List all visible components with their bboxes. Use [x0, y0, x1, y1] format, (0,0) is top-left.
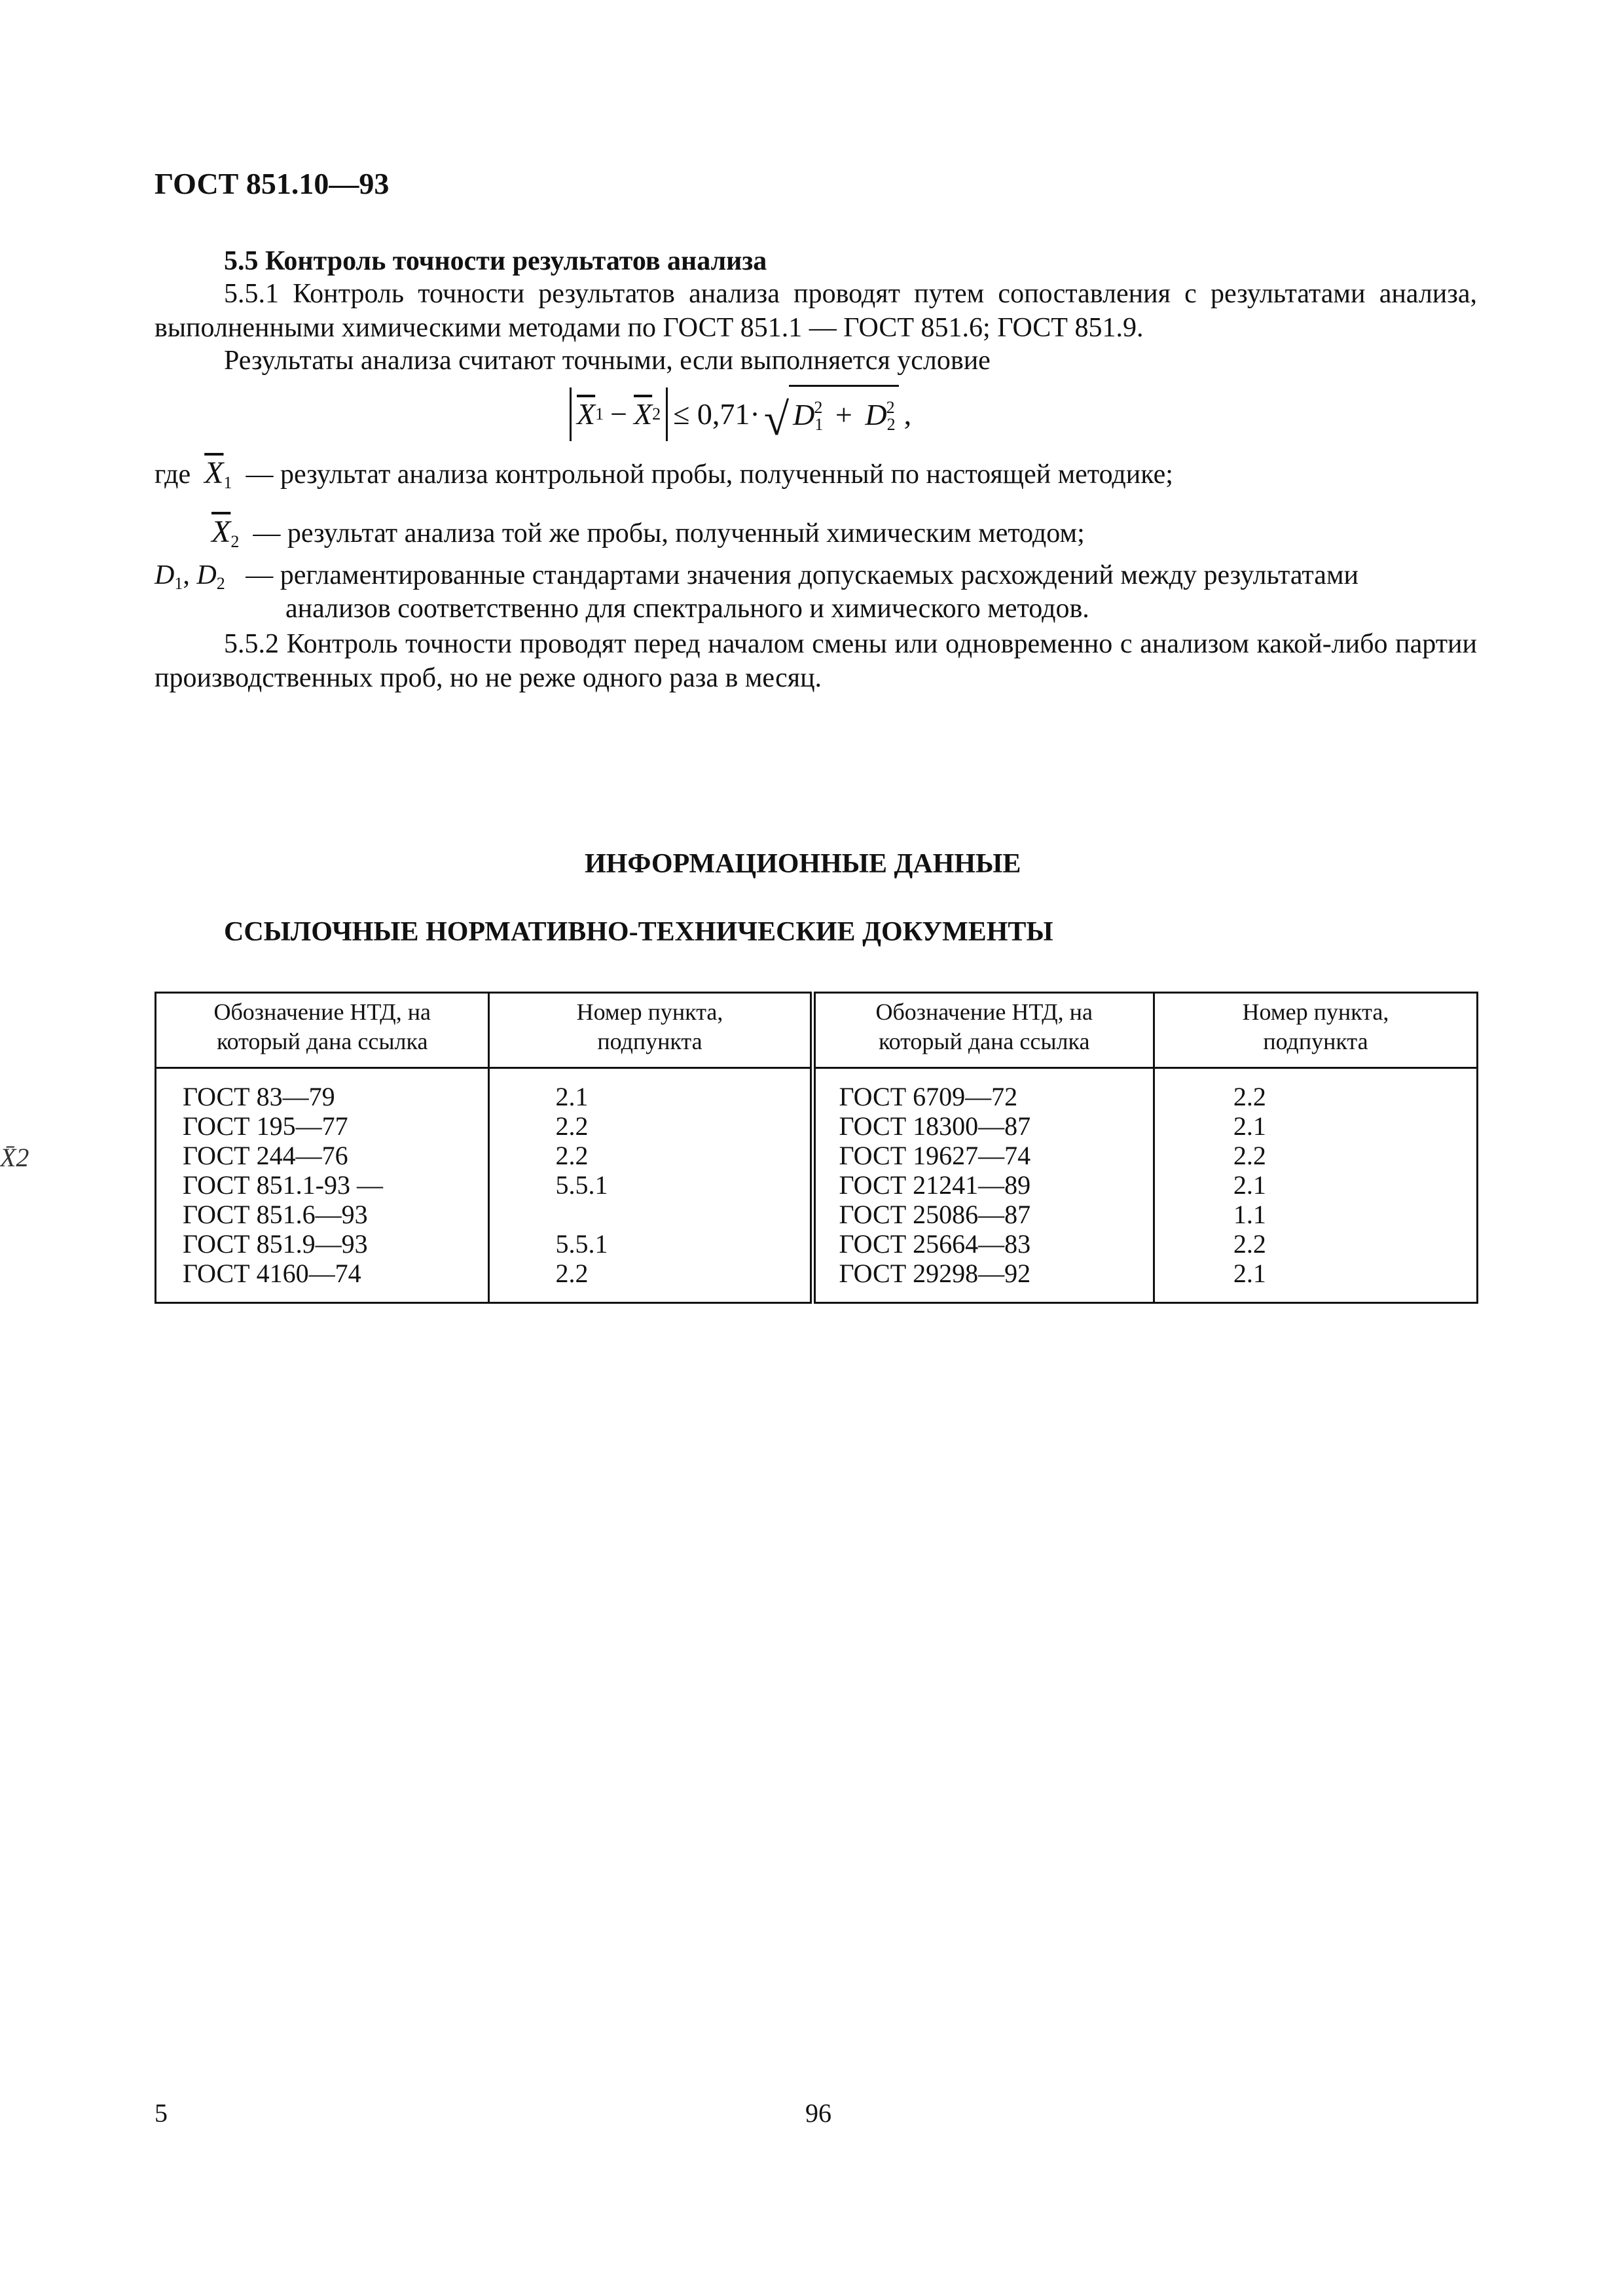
- table-cell-num: 2.2: [1233, 1082, 1266, 1111]
- formula-d2-sub: 2: [886, 415, 896, 434]
- formula-d1: D: [793, 398, 815, 431]
- table-cell-doc: ГОСТ 244—76: [183, 1141, 348, 1170]
- header-doc-left: [156, 993, 489, 1068]
- page-number: 96: [805, 2098, 831, 2128]
- references-table: [155, 992, 1478, 1304]
- footer-left-number: 5: [155, 2098, 168, 2128]
- table-cell-num: 5.5.1: [555, 1170, 608, 1200]
- margin-artifact: X̄2: [0, 1143, 29, 1172]
- where-x2-sub: 2: [230, 532, 240, 551]
- sqrt-icon: √: [763, 395, 790, 445]
- document-header: ГОСТ 851.10—93: [155, 167, 390, 200]
- table-cell-doc: ГОСТ 19627—74: [839, 1141, 1031, 1170]
- where-x2: [211, 514, 1085, 552]
- left-docs-cell: [156, 1068, 489, 1303]
- table-cell-num: 2.2: [555, 1111, 589, 1141]
- table-cell-doc: ГОСТ 29298—92: [839, 1259, 1031, 1288]
- where-x2-desc: — результат анализа той же пробы, полученный химическим методом;: [253, 518, 1085, 548]
- where-d-desc1: — регламентированные стандартами значения допускаемых расхождений между результатами: [246, 560, 1359, 590]
- formula-minus: −: [610, 397, 628, 431]
- where-d2-var: D: [196, 560, 217, 590]
- where-x1-desc: — результат анализа контрольной пробы, полученный по настоящей методике;: [246, 459, 1173, 490]
- header-doc-right: [812, 993, 1154, 1068]
- table-cell-doc: ГОСТ 851.1-93 —: [183, 1170, 383, 1200]
- table-cell-doc: ГОСТ 4160—74: [183, 1259, 361, 1288]
- abs-bar-left: [570, 387, 572, 441]
- table-cell-num: 2.2: [555, 1259, 589, 1288]
- formula-x1-sub: 1: [595, 404, 604, 423]
- header-num-left: [489, 993, 812, 1068]
- where-d-sep: ,: [183, 560, 190, 590]
- where-x2-var: $\overline{X}$: [211, 514, 231, 549]
- condition-intro: Результаты анализа считают точными, если выполняется условие: [224, 346, 991, 376]
- paragraph-5-5-2: 5.5.2 Контроль точности проводят перед началом смены или одновременно с анализом какой-либо партии производственных проб, но не реже одного раза в месяц.: [155, 629, 1477, 693]
- table-cell-num: 2.1: [555, 1082, 589, 1111]
- table-cell-doc: ГОСТ 6709—72: [839, 1082, 1018, 1111]
- right-docs-cell: [812, 1068, 1154, 1303]
- formula-radicand: [789, 385, 898, 443]
- formula-plus: +: [835, 398, 852, 431]
- table-cell-num: 5.5.1: [555, 1229, 608, 1259]
- where-x1: [155, 455, 1173, 493]
- info-title: ИНФОРМАЦИОННЫЕ ДАННЫЕ: [585, 849, 1021, 879]
- where-d-desc2: анализов соответственно для спектрального и химического методов.: [285, 594, 1089, 624]
- left-nums-cell: [489, 1068, 812, 1303]
- formula-x2: $\overline{X}$: [634, 397, 653, 431]
- table-cell-num: 2.1: [1233, 1111, 1266, 1141]
- table-cell-num: 2.2: [1233, 1229, 1266, 1259]
- formula-d2: D: [865, 398, 887, 431]
- table-cell-num: 1.1: [1233, 1200, 1266, 1229]
- header-num-line1: Номер пункта,: [576, 999, 723, 1025]
- header-num-right: [1154, 993, 1477, 1068]
- header-doc-line2: который дана ссылка: [878, 1028, 1090, 1054]
- where-d: [155, 560, 1359, 594]
- table-header-row: [156, 993, 1478, 1068]
- where-x1-var: $\overline{X}$: [204, 456, 224, 490]
- where-x1-sub: 1: [223, 473, 232, 492]
- table-body-row: [156, 1068, 1478, 1303]
- table-cell-doc: ГОСТ 25664—83: [839, 1229, 1031, 1259]
- where-word: где: [155, 459, 191, 490]
- refs-title: ССЫЛОЧНЫЕ НОРМАТИВНО-ТЕХНИЧЕСКИЕ ДОКУМЕНТЫ: [224, 917, 1053, 947]
- where-d2-sub: 2: [216, 574, 225, 593]
- table-cell-doc: ГОСТ 25086—87: [839, 1200, 1031, 1229]
- table-cell-doc: ГОСТ 851.9—93: [183, 1229, 368, 1259]
- formula-sqrt: [764, 385, 899, 443]
- header-num-line1: Номер пункта,: [1242, 999, 1389, 1025]
- formula-relation: ≤ 0,71·: [673, 397, 760, 431]
- formula-d2-sq: 2: [886, 398, 895, 417]
- table-cell-num: 2.2: [1233, 1141, 1266, 1170]
- right-nums-cell: [1154, 1068, 1477, 1303]
- header-doc-line1: Обозначение НТД, на: [213, 999, 431, 1025]
- formula-x2-sub: 2: [652, 404, 661, 423]
- formula-d1-sq: 2: [814, 398, 823, 417]
- accuracy-formula: [564, 385, 911, 443]
- table-cell-doc: ГОСТ 18300—87: [839, 1111, 1031, 1141]
- formula-x1: $\overline{X}$: [577, 397, 596, 431]
- abs-bar-right: [666, 387, 668, 441]
- table-cell-doc: ГОСТ 851.6—93: [183, 1200, 368, 1229]
- formula-d1-sub: 1: [814, 415, 824, 434]
- header-doc-line2: который дана ссылка: [216, 1028, 428, 1054]
- section-title: 5.5 Контроль точности результатов анализа: [224, 246, 767, 276]
- formula-comma: ,: [903, 397, 912, 431]
- table-cell-num: 2.1: [1233, 1259, 1266, 1288]
- table-cell-doc: ГОСТ 195—77: [183, 1111, 348, 1141]
- table-cell-num: 2.1: [1233, 1170, 1266, 1200]
- table-cell-num: 2.2: [555, 1141, 589, 1170]
- table-cell-doc: ГОСТ 83—79: [183, 1082, 335, 1111]
- table-cell-num: [555, 1200, 803, 1229]
- where-d1-var: D: [155, 560, 175, 590]
- paragraph-5-5-1: 5.5.1 Контроль точности результатов анализа проводят путем сопоставления с результатами анализа, выполненными химическими методами по ГОСТ 851.1 — ГОСТ 851.6; ГОСТ 851.9.: [155, 279, 1477, 343]
- header-num-line2: подпункта: [1263, 1028, 1368, 1054]
- where-d1-sub: 1: [174, 574, 183, 593]
- table-cell-doc: ГОСТ 21241—89: [839, 1170, 1031, 1200]
- header-num-line2: подпункта: [597, 1028, 702, 1054]
- header-doc-line1: Обозначение НТД, на: [875, 999, 1093, 1025]
